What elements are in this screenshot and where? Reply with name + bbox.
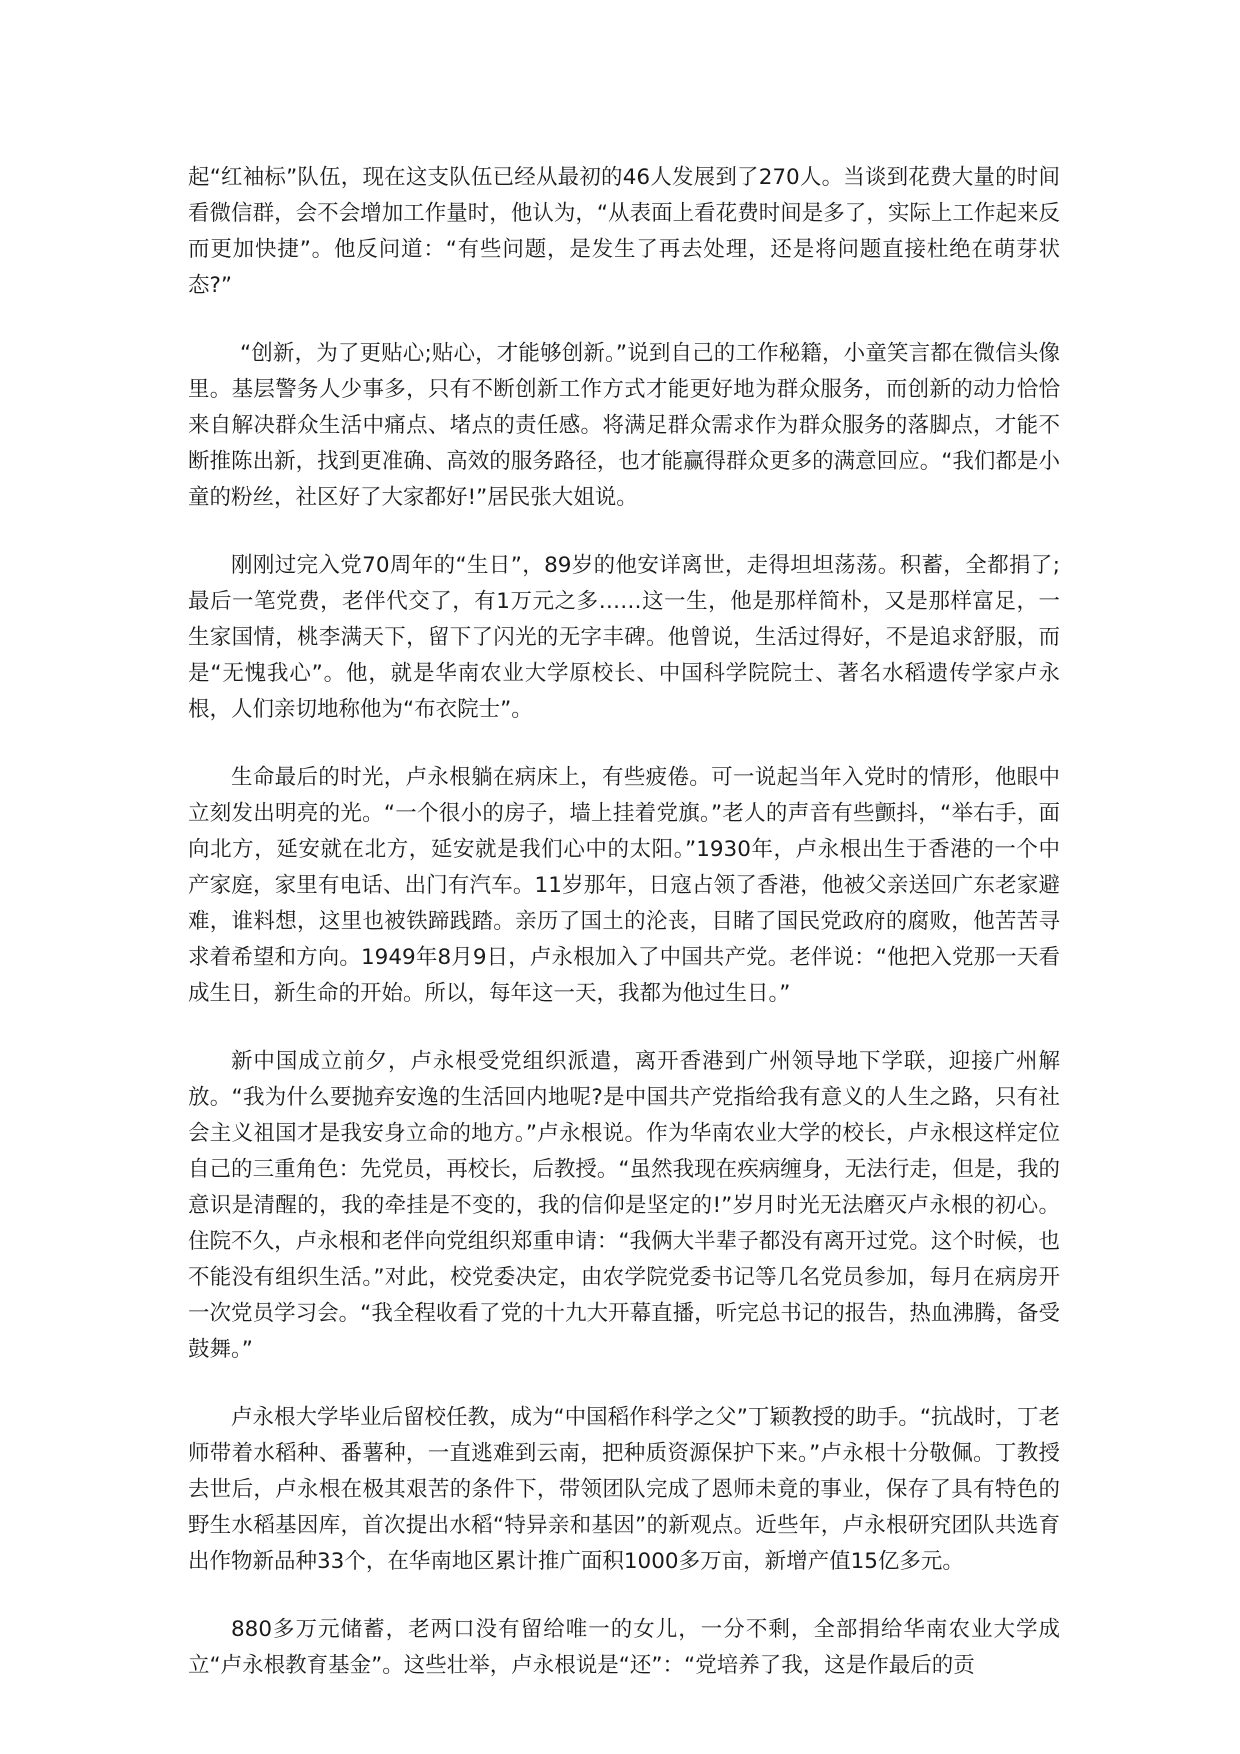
paragraph-3: 刚刚过完入党70周年的“生日”，89岁的他安详离世，走得坦坦荡荡。积蓄，全都捐了;最后一笔党费，老伴代交了，有1万元之多……这一生，他是那样简朴，又是那样富足，一生家国情，桃李满天下，留下了闪光的无字丰碑。他曾说，生活过得好，不是追求舒服，而是“无愧我心”。他，就是华南农业大学原校长、中国科学院院士、著名水稻遗传学家卢永根，人们亲切地称他为“布衣院士”。 [188,553,1060,722]
paragraph-4: 生命最后的时光，卢永根躺在病床上，有些疲倦。可一说起当年入党时的情形，他眼中立刻发出明亮的光。“一个很小的房子，墙上挂着党旗。”老人的声音有些颤抖，“举右手，面向北方，延安就在北方，延安就是我们心中的太阳。”1930年，卢永根出生于香港的一个中产家庭，家里有电话、出门有汽车。11岁那年，日寇占领了香港，他被父亲送回广东老家避难，谁料想，这里也被铁蹄践踏。亲历了国土的沦丧，目睹了国民党政府的腐败，他苦苦寻求着希望和方向。1949年8月9日，卢永根加入了中国共产党。老伴说：“他把入党那一天看成生日，新生命的开始。所以，每年这一天，我都为他过生日。” [188,765,1060,1006]
paragraph-7: 880多万元储蓄，老两口没有留给唯一的女儿，一分不剩，全部捐给华南农业大学成立“卢永根教育基金”。这些壮举，卢永根说是“还”：“党培养了我，这是作最后的贡 [188,1617,1060,1678]
article-body [188,160,1060,1716]
paragraph-5: 新中国成立前夕，卢永根受党组织派遣，离开香港到广州领导地下学联，迎接广州解放。“我为什么要抛弃安逸的生活回内地呢?是中国共产党指给我有意义的人生之路，只有社会主义祖国才是我安身立命的地方。”卢永根说。作为华南农业大学的校长，卢永根这样定位自己的三重角色：先党员，再校长，后教授。“虽然我现在疾病缠身，无法行走，但是，我的意识是清醒的，我的牵挂是不变的，我的信仰是坚定的!”岁月时光无法磨灭卢永根的初心。住院不久，卢永根和老伴向党组织郑重申请：“我俩大半辈子都没有离开过党。这个时候，也不能没有组织生活。”对此，校党委决定，由农学院党委书记等几名党员参加，每月在病房开一次党员学习会。“我全程收看了党的十九大开幕直播，听完总书记的报告，热血沸腾，备受鼓舞。” [188,1049,1060,1362]
paragraph-2: “创新，为了更贴心;贴心，才能够创新。”说到自己的工作秘籍，小童笑言都在微信头像里。基层警务人少事多，只有不断创新工作方式才能更好地为群众服务，而创新的动力恰恰来自解决群众生活中痛点、堵点的责任感。将满足群众需求作为群众服务的落脚点，才能不断推陈出新，找到更准确、高效的服务路径，也才能赢得群众更多的满意回应。“我们都是小童的粉丝，社区好了大家都好!”居民张大姐说。 [188,341,1060,510]
paragraph-1: 起“红袖标”队伍，现在这支队伍已经从最初的46人发展到了270人。当谈到花费大量的时间看微信群，会不会增加工作量时，他认为，“从表面上看花费时间是多了，实际上工作起来反而更加快捷”。他反问道：“有些问题，是发生了再去处理，还是将问题直接杜绝在萌芽状态?” [188,165,1060,298]
paragraph-6: 卢永根大学毕业后留校任教，成为“中国稻作科学之父”丁颖教授的助手。“抗战时，丁老师带着水稻种、番薯种，一直逃难到云南，把种质资源保护下来。”卢永根十分敬佩。丁教授去世后，卢永根在极其艰苦的条件下，带领团队完成了恩师未竟的事业，保存了具有特色的野生水稻基因库，首次提出水稻“特异亲和基因”的新观点。近些年，卢永根研究团队共选育出作物新品种33个，在华南地区累计推广面积1000多万亩，新增产值15亿多元。 [188,1405,1060,1574]
